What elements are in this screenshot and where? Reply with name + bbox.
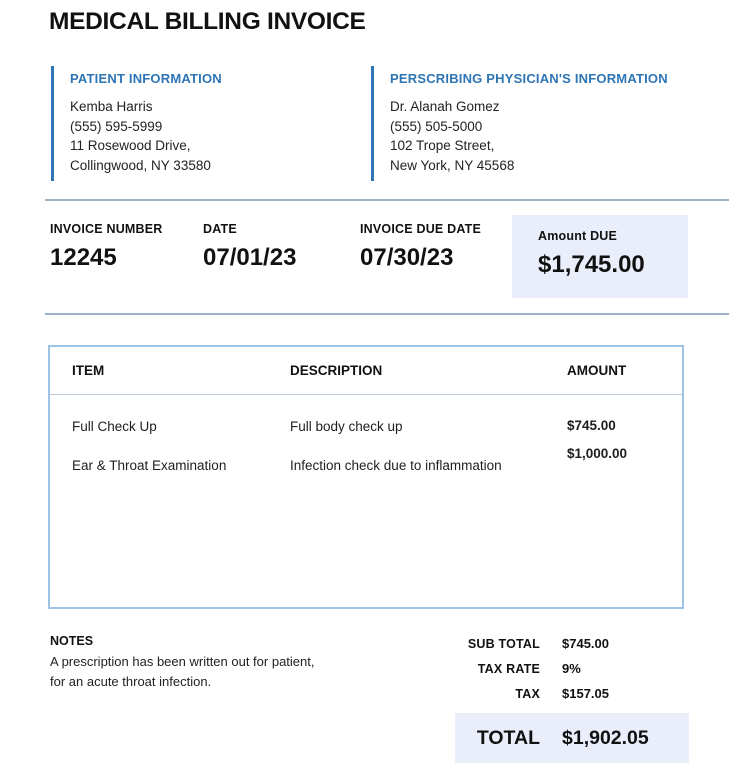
invoice-due-date-label: INVOICE DUE DATE xyxy=(360,222,482,236)
tax-label: TAX xyxy=(515,687,540,701)
patient-city: Collingwood, NY 33580 xyxy=(70,157,211,173)
items-table-header-item: ITEM xyxy=(72,363,105,378)
notes-line-1: A prescription has been written out for patient, xyxy=(50,654,315,669)
items-table-header-description: DESCRIPTION xyxy=(290,363,383,378)
physician-name: Dr. Alanah Gomez xyxy=(390,99,500,114)
grand-total-value: $1,902.05 xyxy=(562,726,649,749)
invoice-date-field xyxy=(203,222,296,272)
items-table xyxy=(48,345,684,609)
page-title: MEDICAL BILLING INVOICE xyxy=(49,8,366,35)
table-row-1-amount: $745.00 xyxy=(567,418,616,433)
grand-total-label: TOTAL xyxy=(476,726,540,749)
invoice-number-field xyxy=(50,222,163,272)
physician-street: 102 Trope Street, xyxy=(390,138,495,153)
invoice-number-label: INVOICE NUMBER xyxy=(50,222,163,236)
invoice-number-value: 12245 xyxy=(50,244,117,271)
items-table-header-amount: AMOUNT xyxy=(567,363,627,378)
subtotal-label: SUB TOTAL xyxy=(467,637,540,651)
patient-info-section xyxy=(51,66,351,181)
tax-value: $157.05 xyxy=(562,686,609,701)
notes-heading: NOTES xyxy=(50,634,94,648)
invoice-due-date-field xyxy=(360,222,481,272)
physician-phone: (555) 505-5000 xyxy=(390,118,483,134)
divider-top xyxy=(45,199,729,201)
tax-rate-row xyxy=(300,661,700,676)
patient-name: Kemba Harris xyxy=(70,99,153,114)
notes-line-2: for an acute throat infection. xyxy=(50,674,212,689)
divider-bottom xyxy=(45,313,729,315)
items-table-header-divider xyxy=(50,394,682,395)
invoice-due-date-value: 07/30/23 xyxy=(360,244,454,271)
tax-rate-label: TAX RATE xyxy=(477,662,540,676)
notes-body xyxy=(50,652,315,692)
patient-info-heading: PATIENT INFORMATION xyxy=(70,71,222,86)
subtotal-value: $745.00 xyxy=(562,636,609,651)
patient-phone: (555) 595-5999 xyxy=(70,118,163,134)
physician-info-heading: PERSCRIBING PHYSICIAN'S INFORMATION xyxy=(390,71,668,86)
invoice-date-value: 07/01/23 xyxy=(203,244,297,271)
tax-rate-value: 9% xyxy=(562,661,581,676)
physician-info-section xyxy=(371,66,701,181)
table-row-2-amount: $1,000.00 xyxy=(567,446,628,461)
amount-due-box xyxy=(512,215,688,298)
amount-due-label: Amount DUE xyxy=(538,229,618,243)
table-row-2-item: Ear & Throat Examination xyxy=(72,458,227,473)
table-row-1-description: Full body check up xyxy=(290,419,403,434)
grand-total-box xyxy=(455,713,689,763)
physician-city: New York, NY 45568 xyxy=(390,157,515,173)
table-row-2-description: Infection check due to inflammation xyxy=(290,458,502,473)
table-row-1-item: Full Check Up xyxy=(72,419,157,434)
patient-street: 11 Rosewood Drive, xyxy=(70,138,191,153)
tax-row xyxy=(300,686,700,701)
invoice-date-label: DATE xyxy=(203,222,237,236)
amount-due-value: $1,745.00 xyxy=(538,251,645,278)
subtotal-row xyxy=(300,636,700,651)
